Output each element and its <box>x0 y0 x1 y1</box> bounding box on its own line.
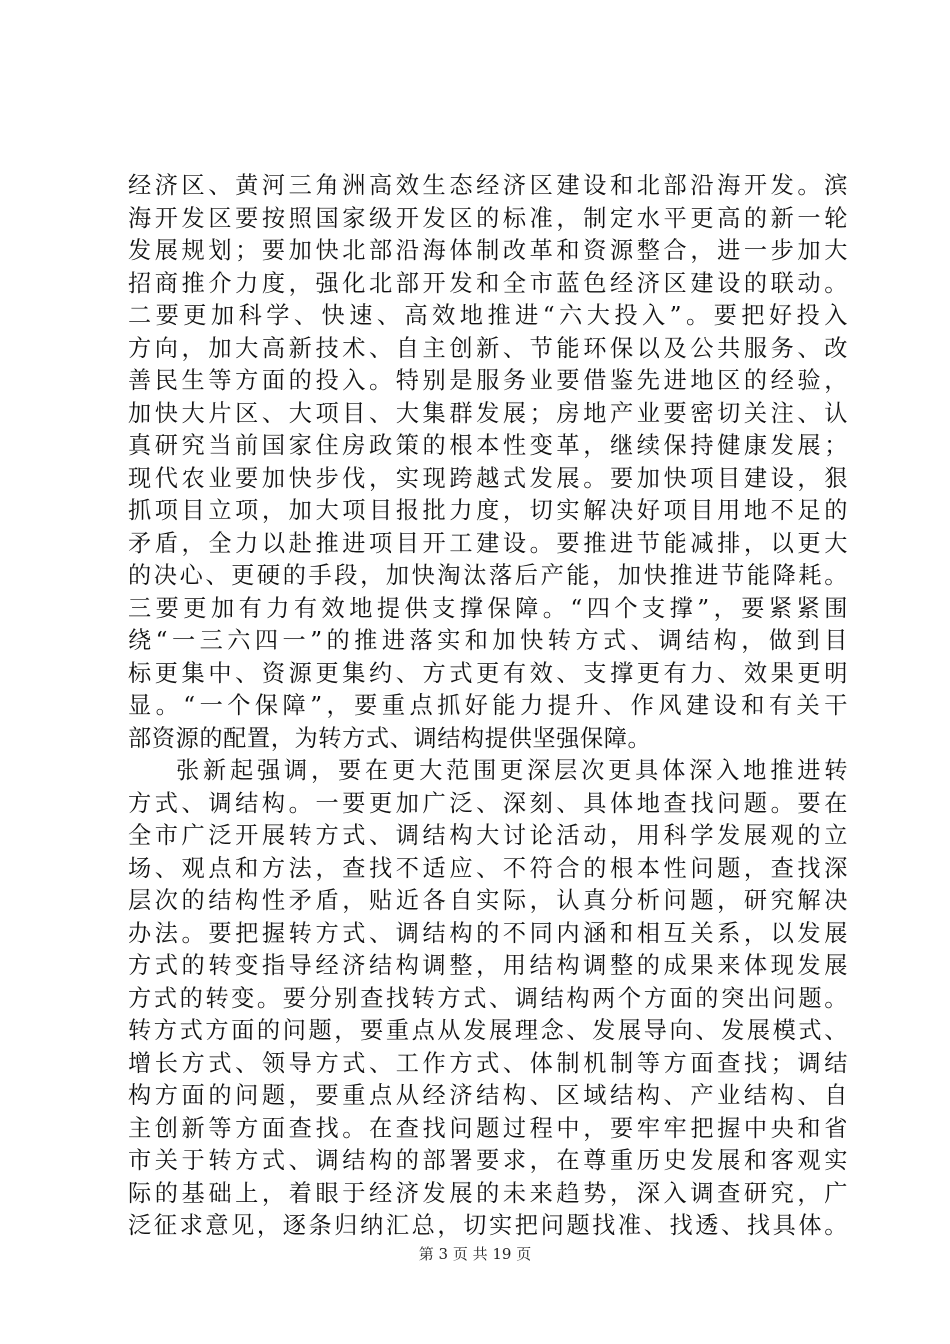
text-line: 抓项目立项，加大项目报批力度，切实解决好项目用地不足的 <box>128 497 848 524</box>
text-line: 增长方式、领导方式、工作方式、体制机制等方面查找；调结 <box>128 1049 848 1077</box>
text-line: 善民生等方面的投入。特别是服务业要借鉴先进地区的经验， <box>128 367 848 394</box>
text-line: 泛征求意见，逐条归纳汇总，切实把问题找准、找透、找具体。 <box>128 1212 848 1239</box>
text-line: 二要更加科学、快速、高效地推进“六大投入”。要把好投入 <box>128 302 848 329</box>
text-line: 办法。要把握转方式、调结构的不同内涵和相互关系，以发展 <box>128 919 848 947</box>
text-line: 部资源的配置，为转方式、调结构提供坚强保障。 <box>128 724 652 752</box>
text-line: 真研究当前国家住房政策的根本性变革，继续保持健康发展； <box>128 432 848 459</box>
text-line: 市关于转方式、调结构的部署要求，在尊重历史发展和客观实 <box>128 1147 848 1174</box>
page-number-label: 第 3 页 共 19 页 <box>418 1245 532 1263</box>
text-line: 的决心、更硬的手段，加快淘汰落后产能，加快推进节能降耗。 <box>128 562 848 589</box>
text-line: 加快大片区、大项目、大集群发展；房地产业要密切关注、认 <box>128 399 848 427</box>
document-body <box>128 170 848 1243</box>
text-line: 方向，加大高新技术、自主创新、节能环保以及公共服务、改 <box>128 334 848 362</box>
text-line: 标更集中、资源更集约、方式更有效、支撑更有力、效果更明 <box>128 659 848 687</box>
text-line: 招商推介力度，强化北部开发和全市蓝色经济区建设的联动。 <box>128 269 848 297</box>
text-line: 现代农业要加快步伐，实现跨越式发展。要加快项目建设，狠 <box>128 464 848 492</box>
text-line: 发展规划；要加快北部沿海体制改革和资源整合，进一步加大 <box>128 237 848 264</box>
text-line: 层次的结构性矛盾，贴近各自实际，认真分析问题，研究解决 <box>128 887 848 914</box>
text-line: 经济区、黄河三角洲高效生态经济区建设和北部沿海开发。滨 <box>128 172 848 199</box>
text-line: 方式、调结构。一要更加广泛、深刻、具体地查找问题。要在 <box>128 789 848 817</box>
text-line: 全市广泛开展转方式、调结构大讨论活动，用科学发展观的立 <box>128 822 848 849</box>
text-line: 海开发区要按照国家级开发区的标准，制定水平更高的新一轮 <box>128 204 848 232</box>
text-line: 转方式方面的问题，要重点从发展理念、发展导向、发展模式、 <box>128 1017 848 1044</box>
text-line: 三要更加有力有效地提供支撑保障。“四个支撑”，要紧紧围 <box>128 594 848 622</box>
page-footer <box>0 1243 950 1264</box>
text-line: 主创新等方面查找。在查找问题过程中，要牢牢把握中央和省 <box>128 1114 848 1142</box>
text-line: 方式的转变。要分别查找转方式、调结构两个方面的突出问题。 <box>128 984 848 1012</box>
text-line: 际的基础上，着眼于经济发展的未来趋势，深入调查研究，广 <box>128 1179 848 1207</box>
text-line: 绕“一三六四一”的推进落实和加快转方式、调结构，做到目 <box>128 627 848 654</box>
text-line: 显。“一个保障”，要重点抓好能力提升、作风建设和有关干 <box>128 692 848 719</box>
text-line: 矛盾，全力以赴推进项目开工建设。要推进节能减排，以更大 <box>128 529 848 557</box>
text-line: 构方面的问题，要重点从经济结构、区域结构、产业结构、自 <box>128 1082 848 1109</box>
text-line: 方式的转变指导经济结构调整，用结构调整的成果来体现发展 <box>128 952 848 979</box>
text-line: 场、观点和方法，查找不适应、不符合的根本性问题，查找深 <box>128 854 848 882</box>
paragraph-start-line: 张新起强调，要在更大范围更深层次更具体深入地推进转 <box>176 757 848 784</box>
